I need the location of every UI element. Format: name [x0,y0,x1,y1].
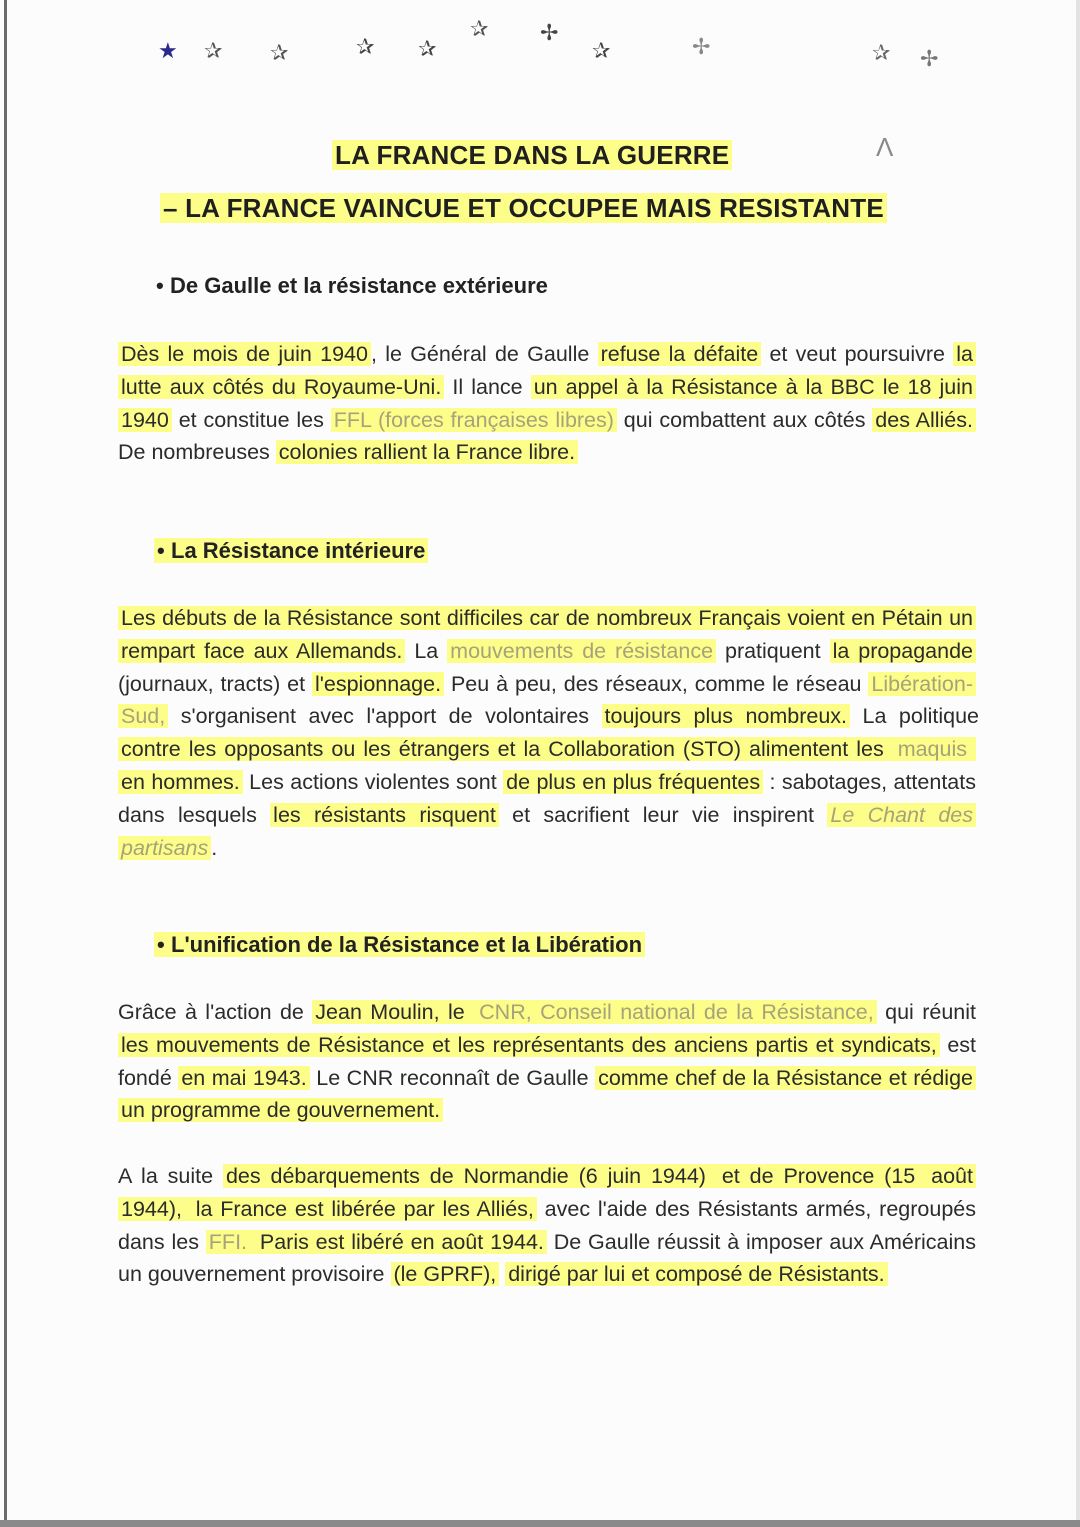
section-heading-exterior: • De Gaulle et la résistance extérieure [156,273,548,298]
paragraph-interior: Les débuts de la Résistance sont difficiles car de nombreux Français voient en Pétain un rempart face aux Allemands. La mouvements de résistance pratiquent la propagande (journaux, tracts) et l'espionnage. Peu à peu, des réseaux, comme le réseau Libération-Sud, s'organisent avec l'apport de volontaires toujours plus nombreux. La politique contre les opposants ou les étrangers et la Collaboration (STO) alimentent les maquis en hommes. Les actions violentes sont de plus en plus fréquentes : sabotages, attentats dans lesquels les résistants risquent et sacrifient leur vie inspirent Le Chant des partisans . [118,606,980,860]
paragraph-unification: Grâce à l'action de Jean Moulin, le CNR, Conseil national de la Résistance, qui réunit les mouvements de Résistance et les représentants des anciens partis et syndicats, est fondé en mai 1943. Le CNR reconnaît de Gaulle comme chef de la Résistance et rédige un programme de gouvernement. [118,1000,977,1123]
star-icon: ✢ [920,46,939,71]
page-subtitle: – LA FRANCE VAINCUE ET OCCUPEE MAIS RESISTANTE [160,193,887,224]
star-icon: ✰ [470,16,489,41]
star-icon: ✢ [540,20,559,45]
star-icon: ✰ [592,38,611,63]
section-heading-interior: • La Résistance intérieure [154,538,428,564]
star-icon: ✢ [692,34,711,59]
star-icon: ✰ [872,40,891,65]
star-icon: ✰ [356,34,375,59]
page-bottom-edge [0,1520,1080,1527]
star-icon: ✰ [270,40,289,65]
paragraph-liberation: A la suite des débarquements de Normandie (6 juin 1944) et de Provence (15 août 1944), la France est libérée par les Alliés, avec l'aide des Résistants armés, regroupés dans les FFI. Paris est libéré en août 1944. De Gaulle réussit à imposer aux Américains un gouvernement provisoire (le GPRF), dirigé par lui et composé de Résistants. [118,1164,976,1287]
page-right-edge [1076,0,1080,1527]
star-icon: ✰ [418,36,437,61]
star-icon: ✰ [204,38,223,63]
star-icon: ★ [158,38,178,63]
section-heading-unification: • L'unification de la Résistance et la Libération [154,932,645,958]
star-doodles [0,16,1080,82]
paragraph-exterior: Dès le mois de juin 1940 , le Général de Gaulle refuse la défaite et veut poursuivre la lutte aux côtés du Royaume-Uni. Il lance un appel à la Résistance à la BBC le 18 juin 1940 et constitue les FFL (forces françaises libres) qui combattent aux côtés des Alliés. De nombreuses colonies rallient la France libre. [118,338,976,469]
page-title: LA FRANCE DANS LA GUERRE [332,140,732,171]
page-left-edge [4,0,7,1527]
handwritten-caret: Λ [876,132,894,162]
